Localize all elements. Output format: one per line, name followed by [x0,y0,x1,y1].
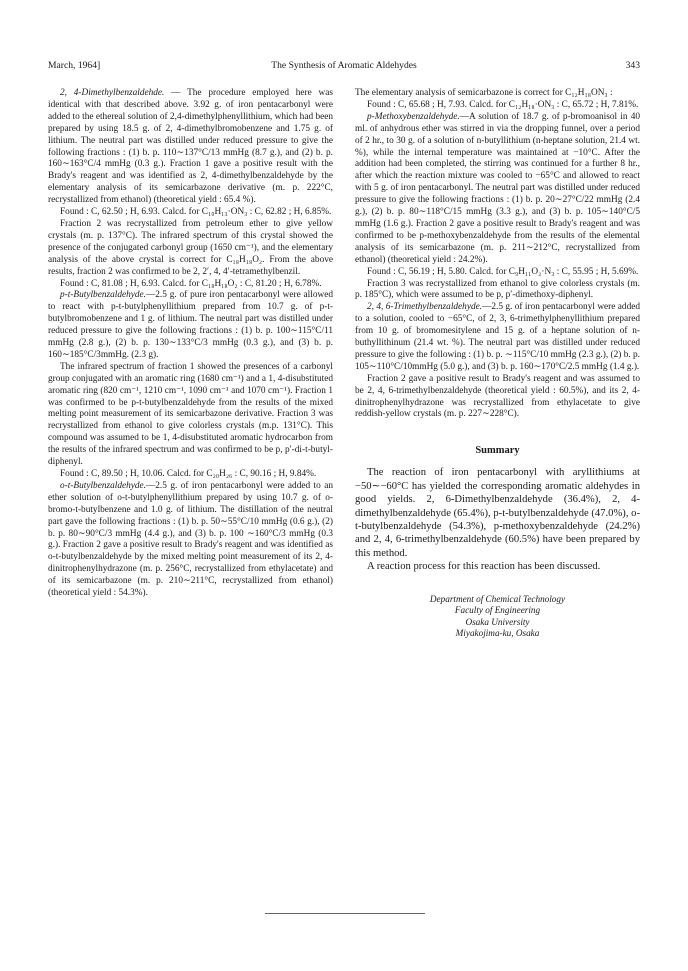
affiliation-line: Faculty of Engineering [454,605,541,616]
summary-heading: Summary [475,445,520,457]
paragraph [355,374,640,422]
paragraph [48,469,333,481]
paragraph-text: Fraction 2 was recrystallized from petroleum ether to give yellow crystals (m. p. 137°C). The infrared spectrum of this crystal showed the presence of the conjugated carbonyl group (1650 cm⁻¹), and the elementary analysis of the above crystal is correct for C₁₈H₁₈O₂. From the above results, fraction 2 was confirmed to be 2, 2′, 4, 4′-tetramethylbenzil. [48,218,333,277]
paragraph-text: —A solution of 18.7 g. of p-bromoanisol in 40 ml. of anhydrous ether was stirred in via the dropping funnel, over a period of 2 hr., to 30 g. of a solution of n-butyllithium (n-heptane solution, 21.4 wt. %), while the internal temperature was maintained at −10°C. After the addition had been completed, the stirring was continued for a further 8 hr., after which the reaction mixture was cooled to −65°C and allowed to react with 5 g. of iron pentacarbonyl. The neutral part was distilled under reduced pressure to give the following fractions : (1) b. p. 20∼27°C/22 mmHg (2.4 g.), (2) b. p. 80∼118°C/15 mmHg (3.3 g.), and (3) b. p. 105∼140°C/5 mmHg (1.6 g.). Fraction 2 gave a positive result to Brady's reagent and was confirmed to be p-methoxybenzaldehyde from the results of the elemental analysis of its semicarbazone (m. p. 211∼212°C, recrystallized from ethanol) (theoretical yield : 24.2%). [355,111,640,265]
header-title: The Synthesis of Aromatic Aldehydes [271,60,417,71]
right-column [355,88,640,640]
affiliation-line: Miyakojima-ku, Osaka [455,628,540,639]
paragraph [48,88,333,207]
paragraph [48,481,333,600]
paragraph-text: —2.5 g. of pure iron pentacarbonyl were allowed to react with p-t-butylphenyllithium prepared from 10.7 g. of p-t-butylbromobenzene and 1 g. of lithium. The neutral part was distilled under reduced pressure to give the following fractions : (1) b. p. 100∼115°C/11 mmHg (2.8 g.), (2) b. p. 130∼133°C/3 mmHg (0.3 g.), and (3) b. p. 160∼185°C/3mmHg. (2.3 g). [48,290,333,360]
paragraph [355,279,640,303]
paragraph-text: Fraction 3 was recrystallized from ethanol to give colorless crystals (m. p. 185°C), which were assumed to be p, p′-dimethoxy-diphenyl. [355,278,640,301]
paragraph [355,100,640,112]
paragraph [355,112,640,267]
left-column [48,88,333,600]
section-lead: o-t-Butylbenzaldehyde. [60,480,146,491]
paragraph-text: The infrared spectrum of fraction 1 showed the presences of a carbonyl group conjugated with an aromatic ring (1680 cm⁻¹) and a 1, 4-disubstituted aromatic ring (820 cm⁻¹, 1210 cm⁻¹, 1090 cm⁻¹ and 1070 cm⁻¹). Fraction 1 was confirmed to be p-t-butylbenzaldehyde from the results of the mixed melting point measurement of its semicarbazone derivative. Fraction 3 was recrystallized from ethanol to give colorless crystals (m.p. 131°C). This compound was assumed to be 1, 4-disubstituted aromatic hydrocarbon from the results of the infrared spectrum and was confirmed to be p, p′-di-t-butyl-diphenyl. [48,361,333,468]
paragraph [48,207,333,219]
paragraph-text: —2.5 g. of iron pentacarbonyl were added to an ether solution of o-t-butylphenyllithium prepared by using 10.7 g. of o-bromo-t-butylbenzene and 1.0 g. of lithium. The distillation of the neutral part gave the following fractions : (1) b. p. 50∼55°C/10 mmHg (0.6 g.), (2) b. p. 80∼90°C/3 mmHg (4.4 g.), and (3) b. p. 100 ∼160°C/3 mmHg (0.3 g.). Fraction 2 gave a positive result to Brady's reagent and was identified as o-t-butylbenzaldehyde by the mixed melting point measurement of its 2, 4-dinitrophenylhydrazone (m. p. 256°C, recrystallized from ethylacetate) and of its semicarbazone (m. p. 210∼211°C, recrystallized from ethanol) (theoretical yield : 54.3%). [48,480,333,599]
paragraph [355,302,640,373]
affiliation-line: Department of Chemical Technology [429,593,566,604]
summary-body [355,466,640,573]
paragraph-text: Found : C, 62.50 ; H, 6.93. Calcd. for C₁₀H₁₃·ON₃ : C, 62.82 ; H, 6.85%. [60,207,332,218]
end-rule [265,913,425,914]
running-header [48,60,640,74]
section-lead: 2, 4, 6-Trimethylbenzaldehyde. [367,302,483,313]
summary-paragraph: The reaction of iron pentacarbonyl with aryllithiums at −50∼−60°C has yielded the corresponding aromatic aldehydes in good yields. 2, 6-Dimethylbenzaldehyde (36.4%), 2, 4-dimethylbenzaldehyde (65.4%), p-t-butylbenzaldehyde (47.0%), o-t-butylbenzaldehyde (54.3%), p-methoxybenzaldehyde (24.2%) and 2, 4, 6-trimethylbenzaldehyde (60.5%) have been prepared by this method. [355,467,640,559]
summary-section [355,445,640,573]
section-lead: 2, 4-Dimethylbenzaldehde. [60,88,165,98]
section-lead: p-Methoxybenzaldehyde. [367,111,460,122]
paragraph-text: Found : C, 56.19 ; H, 5.80. Calcd. for C₉H₁₁O₂·N₃ : C, 55.95 ; H, 5.69%. [367,266,639,277]
paragraph [48,290,333,361]
paragraph-text: Found : C, 81.08 ; H, 6.93. Calcd. for C₁₈H₁₈O₂ : C, 81.20 ; H, 6.78%. [60,278,322,289]
paragraph-text: —2.5 g. of iron pentacarbonyl were added to a solution, cooled to −65°C, of 2, 3, 6-trimethylphenyllithium prepared from 10 g. of bromomesitylene and 15 g. of a heptane solution of n-buthyllithinum (21.4 wt. %). The neutral part was distilled under reduced pressure to give the following : (1) b. p. ∼115°C/10 mmHg (2.3 g.), (2) b. p. 105∼110°C/10mmHg (5.0 g.), and (3) b. p. 160∼170°C/2.5 mmHg (1.4 g.). [355,302,640,372]
affiliation-line: Osaka University [465,616,530,627]
paragraph [355,267,640,279]
paragraph-text: Fraction 2 gave a positive result to Brady's reagent and was assumed to be 2, 4, 6-trimethylbenzaldehyde (theoretical yield : 60.5%), and its 2, 4-dinitrophenylhydrazone was recrystallized from ethylacetate to give reddish-yellow crystals (m. p. 227∼228°C). [355,373,640,420]
paragraph-text: Found : C, 89.50 ; H, 10.06. Calcd. for C₂₀H₂₆ : C, 90.16 ; H, 9.84%. [60,469,317,479]
paragraph [355,88,640,100]
paragraph [48,219,333,279]
affiliation-block [355,594,640,640]
paragraph [48,362,333,469]
paragraph-text: — The procedure employed here was identical with that described above. 3.92 g. of iron pentacarbonyl were added to the ethereal solution of 2,4-dimethylphenyllithium, which had been prepared by using 18.5 g. of 2, 4-dimethylbromobenzene and 1.75 g. of lithium. The neutral part was distilled under reduced pressure to give the following fractions : (1) b. p. 110∼137°C/13 mmHg (8.7 g.), and (2) b. p. 160∼163°C/4 mmHg (0.3 g.). Fraction 1 gave a positive result with the Brady's reagent and was identified as 2, 4-dimethylbenzaldehyde by the elementary analysis of its semicarbazone derivative (m. p. 222°C, recrystallized from ethanol) (theoretical yield : 65.4 %). [48,88,333,206]
page-number: 343 [625,60,640,71]
section-lead: p-t-Butylbenzaldehyde. [60,290,146,301]
paragraph-text: Found : C, 65.68 ; H, 7.93. Calcd. for C₁₂H₁₈·ON₃ : C, 65.72 ; H, 7.81%. [367,99,639,110]
summary-paragraph: A reaction process for this reaction has been discussed. [367,561,601,573]
paragraph-text: The elementary analysis of semicarbazone is correct for C₁₂H₁₈ON₃ : [355,88,613,98]
header-date: March, 1964] [48,60,101,71]
right-column-body [355,88,640,421]
paragraph [48,279,333,291]
